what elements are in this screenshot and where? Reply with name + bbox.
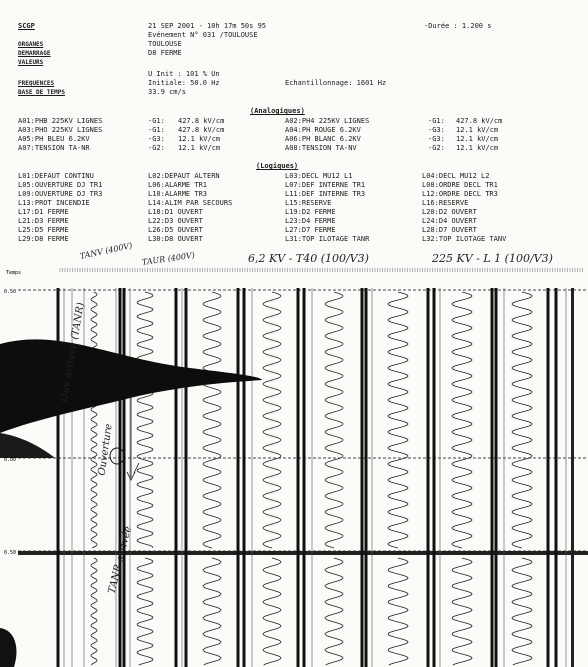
time-mark-1: 0.00	[4, 457, 17, 463]
analog-right-val: 12.1 kV/cm	[456, 126, 499, 134]
analog-right-scale: -G3:	[428, 126, 445, 134]
handwritten-tanv: TANV (400V)	[79, 241, 134, 261]
logic-channel: L10:ALARME TR3	[148, 190, 208, 198]
analog-left-label: A01:PHB 225KV LIGNES	[18, 117, 103, 125]
logic-channel: L27:D7 FERME	[285, 226, 336, 234]
analog-waveform	[325, 292, 343, 548]
event-datetime: 21 SEP 2001 - 10h 17m 50s 95	[148, 22, 267, 30]
analog-right-label: A06:PH BLANC 6.2KV	[285, 135, 361, 143]
u-init: U Init : 101 % Un	[148, 70, 220, 78]
handwritten-tanr-arrivee: TANR arrivée	[106, 525, 135, 595]
logic-channel: L16:RESERVE	[422, 199, 469, 207]
logic-channel: L18:D1 OUVERT	[148, 208, 203, 216]
handwritten-225kv: 225 KV - L 1 (100/V3)	[432, 252, 553, 265]
analog-waveform	[512, 558, 532, 665]
analog-waveform	[91, 292, 97, 548]
logic-channel: L05:OUVERTURE DJ TR1	[18, 181, 103, 189]
logic-channel: L19:D2 FERME	[285, 208, 336, 216]
analog-section-title: (Analogiques)	[250, 107, 305, 115]
oscillograph-strip	[0, 258, 588, 667]
analog-left-label: A07:TENSION TA-NR	[18, 144, 90, 152]
logic-channel: L07:DEF INTERNE TR1	[285, 181, 366, 189]
logic-channel: L09:OUVERTURE DJ TR3	[18, 190, 103, 198]
event-duration: -Durée : 1.200 s	[424, 22, 492, 30]
logic-channel: L22:D3 OUVERT	[148, 217, 203, 225]
demarrage-label: DEMARRAGE	[18, 50, 51, 57]
time-mark-0: 0.50	[4, 289, 17, 295]
handwritten-ouverture: Ouverture	[96, 423, 115, 477]
logic-channel: L01:DEFAUT CONTINU	[18, 172, 94, 180]
logic-channel: L12:ORDRE DECL TR3	[422, 190, 498, 198]
organisation-code: SCGP	[18, 22, 35, 30]
analog-waveform	[452, 292, 472, 548]
logic-channel: L13:PROT INCENDIE	[18, 199, 90, 207]
analog-left-label: A03:PHO 225KV LIGNES	[18, 126, 103, 134]
chart-speed: 33.9 cm/s	[148, 88, 186, 96]
analog-waveform	[325, 558, 343, 665]
logic-channel: L15:RESERVE	[285, 199, 332, 207]
logic-channel: L31:TOP ILOTAGE TANR	[285, 235, 370, 243]
analog-right-scale: -G2:	[428, 144, 445, 152]
logic-channel: L21:D3 FERME	[18, 217, 69, 225]
frequences-label: FREQUENCES	[18, 80, 55, 87]
organes-label: ORGANES	[18, 41, 44, 48]
logic-channel: L20:D2 OUVERT	[422, 208, 477, 216]
logic-channel: L29:D8 FERME	[18, 235, 69, 243]
logic-channel: L03:DECL MU12 L1	[285, 172, 353, 180]
handwritten-taur: TAUR (400V)	[141, 250, 196, 267]
analog-right-scale: -G3:	[428, 135, 445, 143]
handwritten-circle	[110, 448, 124, 464]
initial-frequency: Initiale: 50.0 Hz	[148, 79, 220, 87]
logic-channel: L28:D7 OUVERT	[422, 226, 477, 234]
analog-right-label: A02:PH4 225KV LIGNES	[285, 117, 370, 125]
logic-channel: L06:ALARME TR1	[148, 181, 208, 189]
logic-channel: L32:TOP ILOTAGE TANV	[422, 235, 507, 243]
logic-channel: L26:D5 OUVERT	[148, 226, 203, 234]
analog-left-scale: -G2:	[148, 144, 165, 152]
analog-waveform	[137, 558, 153, 665]
scan-smear	[0, 433, 55, 458]
analog-waveform	[203, 558, 221, 665]
logic-channel: L23:D4 FERME	[285, 217, 336, 225]
logic-channel: L14:ALIM PAR SECOURS	[148, 199, 233, 207]
sampling-rate: Echantillonnage: 1601 Hz	[285, 79, 387, 87]
analog-waveform	[137, 292, 153, 548]
analog-waveform	[512, 292, 532, 548]
demarrage-value: D8 FERME	[148, 49, 182, 57]
analog-right-val: 427.8 kV/cm	[456, 117, 503, 125]
valeurs-label: VALEURS	[18, 59, 44, 66]
analog-right-val: 12.1 kV/cm	[456, 135, 499, 143]
organes-value: TOULOUSE	[148, 40, 182, 48]
logic-channel: L04:DECL MU12 L2	[422, 172, 490, 180]
analog-left-val: 427.8 kV/cm	[178, 126, 225, 134]
event-number: Evénement N° 031 /TOULOUSE	[148, 31, 258, 39]
logic-channel: L30:D8 OUVERT	[148, 235, 203, 243]
analog-waveform	[263, 558, 281, 665]
analog-waveform	[452, 558, 472, 665]
logic-section-title: (Logiques)	[256, 162, 299, 170]
analog-right-label: A08:TENSION TA-NV	[285, 144, 357, 152]
handwritten-6-2kv: 6,2 KV - T40 (100/V3)	[248, 252, 369, 265]
scan-smear	[0, 628, 16, 667]
logic-channel: L02:DEPAUT ALTERN	[148, 172, 220, 180]
analog-right-val: 12.1 kV/cm	[456, 144, 499, 152]
logic-channel: L11:DEF INTERNE TR3	[285, 190, 366, 198]
analog-left-scale: -G1:	[148, 126, 165, 134]
logic-channel: L08:ORDRE DECL TR1	[422, 181, 498, 189]
analog-waveform	[203, 292, 221, 548]
base-de-temps-label: BASE DE TEMPS	[18, 89, 65, 96]
analog-left-scale: -G1:	[148, 117, 165, 125]
logic-channel: L25:D5 FERME	[18, 226, 69, 234]
analog-right-label: A04:PH ROUGE 6.2KV	[285, 126, 361, 134]
scan-edge	[571, 288, 574, 667]
analog-left-val: 12.1 kV/cm	[178, 135, 221, 143]
handwritten-ouv-arrivee: Ouv arrivée (TANR)	[58, 301, 87, 403]
analog-left-val: 12.1 kV/cm	[178, 144, 221, 152]
temps-label: Temps	[6, 270, 22, 276]
analog-left-label: A05:PH BLEU 6.2KV	[18, 135, 90, 143]
analog-waveform	[388, 558, 408, 665]
analog-waveform	[263, 292, 281, 548]
time-mark-2: 0.50	[4, 550, 17, 556]
analog-left-scale: -G3:	[148, 135, 165, 143]
analog-waveform	[388, 292, 408, 548]
logic-channel: L24:D4 OUVERT	[422, 217, 477, 225]
analog-waveform	[91, 558, 97, 665]
analog-left-val: 427.8 kV/cm	[178, 117, 225, 125]
analog-right-scale: -G1:	[428, 117, 445, 125]
logic-channel: L17:D1 FERME	[18, 208, 69, 216]
